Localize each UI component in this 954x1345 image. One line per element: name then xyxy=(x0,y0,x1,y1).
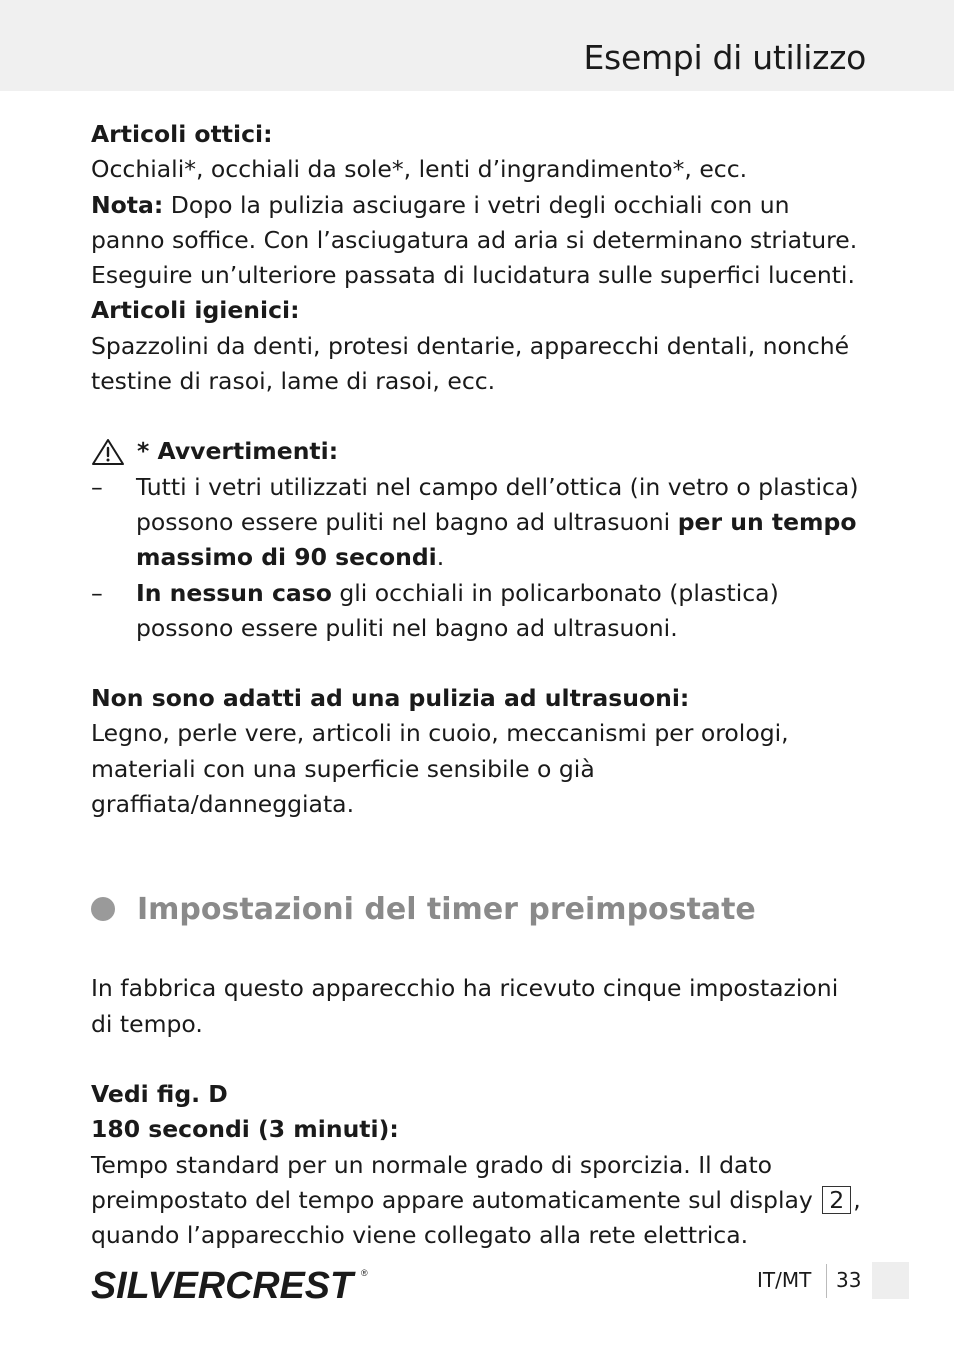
brand-logo xyxy=(91,1262,376,1304)
preset-heading: 180 secondi (3 minuti): xyxy=(91,1115,399,1144)
list-item: – Tutti i vetri utilizzati nel campo dell’ottica (in vetro o plastica) possono essere puliti nel bagno ad ultrasuoni per un tempo massimo di 90 secondi. xyxy=(91,472,859,572)
note-label: Nota: xyxy=(91,190,164,219)
fig-ref: Vedi fig. D xyxy=(91,1079,228,1108)
optics-note-extra: Eseguire un’ulteriore passata di lucidatura sulle superfici lucenti. xyxy=(91,261,855,290)
hygiene-heading: Articoli igienici: xyxy=(91,296,300,325)
page-title: Esempi di utilizzo xyxy=(583,38,866,77)
language-code: IT/MT xyxy=(757,1268,812,1292)
warnings-heading: * Avvertimenti: xyxy=(137,437,339,466)
unsuitable-heading: Non sono adatti ad una pulizia ad ultrasuoni: xyxy=(91,684,690,713)
optics-note xyxy=(91,188,861,259)
warnings-list xyxy=(91,470,861,646)
note-text: Dopo la pulizia asciugare i vetri degli occhiali con un panno soffice. Con l’asciugatura ad aria si determinano striature. xyxy=(91,190,858,254)
page-content xyxy=(91,117,861,1253)
hygiene-items: Spazzolini da denti, protesi dentarie, apparecchi dentali, nonché testine di rasoi, lame di rasoi, ecc. xyxy=(91,331,850,396)
page-tab-marker xyxy=(872,1262,909,1299)
preset-text: Tempo standard per un normale grado di sporcizia. Il dato preimpostato del tempo appare automaticamente sul display 2 , quando l’apparecchio viene collegato alla rete elettrica. xyxy=(91,1150,861,1250)
list-item: – In nessun caso gli occhiali in policarbonato (plastica) possono essere puliti nel bagno ad ultrasuoni. xyxy=(91,578,779,642)
svg-text:®: ® xyxy=(361,1268,368,1278)
optics-items: Occhiali*, occhiali da sole*, lenti d’ingrandimento*, ecc. xyxy=(91,155,748,184)
warnings-heading-row xyxy=(91,434,861,469)
timer-intro: In fabbrica questo apparecchio ha ricevuto cinque impostazioni di tempo. xyxy=(91,974,839,1038)
page-number: 33 xyxy=(836,1268,862,1292)
display-ref-box: 2 xyxy=(822,1186,851,1214)
svg-text:SILVERCREST: SILVERCREST xyxy=(91,1265,356,1304)
bullet-dot-icon xyxy=(91,897,115,921)
footer-divider xyxy=(826,1264,827,1298)
timer-section-heading: Impostazioni del timer preimpostate xyxy=(91,882,861,936)
unsuitable-items: Legno, perle vere, articoli in cuoio, meccanismi per orologi, materiali con una superficie sensibile o già graffiata/danneggiata. xyxy=(91,719,789,819)
warning-icon xyxy=(91,438,125,466)
optics-heading: Articoli ottici: xyxy=(91,120,273,148)
